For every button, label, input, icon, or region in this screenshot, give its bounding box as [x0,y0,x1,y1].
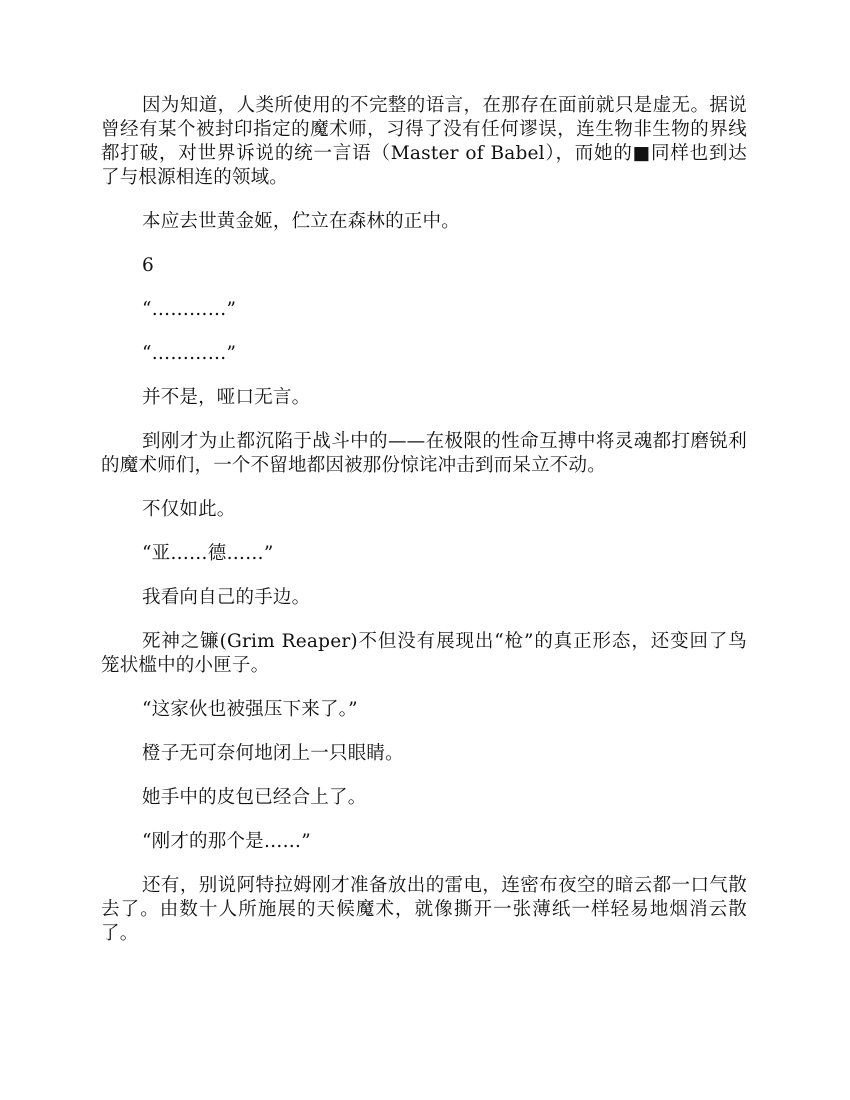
paragraph-not-only: 不仅如此。 [142,499,236,520]
paragraph-clouds-dispersed: 还有，别说阿特拉姆刚才准备放出的雷电，连密布夜空的暗云都一口气散去了。由数十人所施展的天候魔术，就像撕开一张薄纸一样轻易地烟消云散了。 [101,875,747,944]
paragraph-grim-reaper: 死神之镰(Grim Reaper)不但没有展现出“枪”的真正形态，还变回了鸟笼状槛中的小匣子。 [101,631,747,676]
paragraph-magi-frozen: 到刚才为止都沉陷于战斗中的——在极限的性命互搏中将灵魂都打磨锐利的魔术师们，一个不留地都因被那份惊诧冲击到而呆立不动。 [101,431,747,476]
paragraph-ellipsis-quote-1: “…………” [142,299,237,320]
paragraph-what-was-that-quote: “刚才的那个是……” [142,831,311,852]
paragraph-ellipsis-quote-2: “…………” [142,343,237,364]
document-page [101,94,747,966]
paragraph-add-quote: “亚……德……” [142,543,274,564]
paragraph-golden-princess: 本应去世黄金姬，伫立在森林的正中。 [142,211,460,232]
paragraph-master-of-babel: 因为知道，人类所使用的不完整的语言，在那存在面前就只是虚无。据说曾经有某个被封印指定的魔术师，习得了没有任何谬误，连生物非生物的界线都打破，对世界诉说的统一言语（Master of Babel），而她的■同样也到达了与根源相连的领域。 [101,95,747,188]
paragraph-suppressed-quote: “这家伙也被强压下来了。” [142,699,358,720]
paragraph-look-at-hand: 我看向自己的手边。 [142,587,311,608]
paragraph-touko-eye: 橙子无可奈何地闭上一只眼睛。 [142,743,404,764]
paragraph-bag-closed: 她手中的皮包已经合上了。 [142,787,367,808]
section-number: 6 [142,255,154,276]
paragraph-not-speechless: 并不是，哑口无言。 [142,387,311,408]
